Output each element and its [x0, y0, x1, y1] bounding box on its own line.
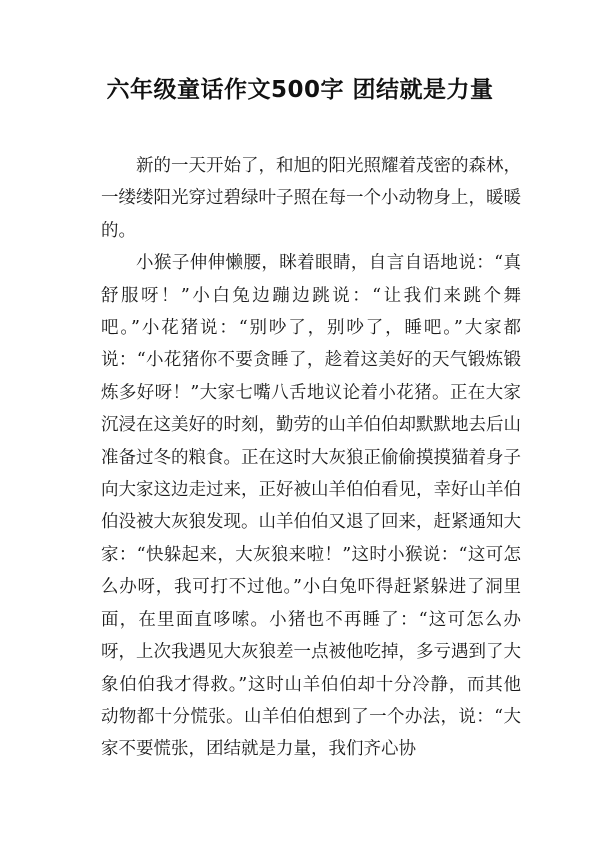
paragraph-2: 小猴子伸伸懒腰，眯着眼睛，自言自语地说：“真舒服呀！”小白兔边蹦边跳说：“让我们来跳个舞吧。”小花猪说：“别吵了，别吵了，睡吧。”大家都说：“小花猪你不要贪睡了，趁着这美好的天气锻炼锻炼多好呀！”大家七嘴八舌地议论着小花猪。正在大家沉浸在这美好的时刻，勤劳的山羊伯伯却默默地去后山准备过冬的粮食。正在这时大灰狼正偷偷摸摸猫着身子向大家这边走过来，正好被山羊伯伯看见，幸好山羊伯伯没被大灰狼发现。山羊伯伯又退了回来，赶紧通知大家：“快躲起来，大灰狼来啦！”这时小猴说：“这可怎么办呀，我可打不过他。”小白兔吓得赶紧躲进了洞里面，在里面直哆嗦。小猪也不再睡了：“这可怎么办呀，上次我遇见大灰狼差一点被他吃掉，多亏遇到了大象伯伯我才得救。”这时山羊伯伯却十分冷静，而其他动物都十分慌张。山羊伯伯想到了一个办法，说：“大家不要慌张，团结就是力量，我们齐心协 [101, 253, 521, 760]
paragraph-1: 新的一天开始了，和旭的阳光照耀着茂密的森林，一缕缕阳光穿过碧绿叶子照在每一个小动物身上，暖暖的。 [101, 156, 521, 241]
document-body [101, 150, 521, 766]
document-title: 六年级童话作文500字 团结就是力量 [106, 77, 494, 103]
